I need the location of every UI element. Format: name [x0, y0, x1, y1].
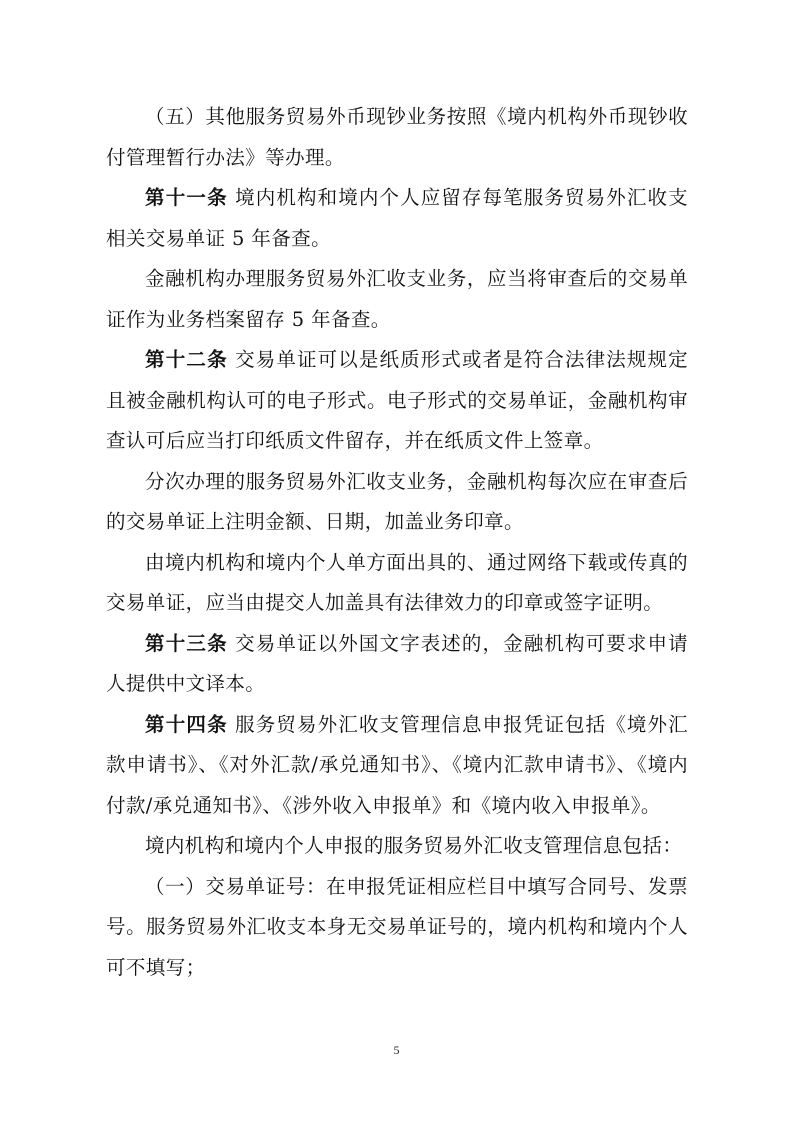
article-13	[106, 624, 688, 705]
paragraph-text: 交易单证以外国文字表述的，金融机构可要求申请人提供中文译本。	[106, 631, 688, 695]
article-number: 第十三条	[145, 631, 228, 655]
paragraph-text: 交易单证可以是纸质形式或者是符合法律法规规定且被金融机构认可的电子形式。电子形式的交易单证，金融机构审查认可后应当打印纸质文件留存，并在纸质文件上签章。	[106, 348, 688, 452]
article-number: 第十四条	[145, 712, 228, 736]
paragraph-text: 分次办理的服务贸易外汇收支业务，金融机构每次应在审查后的交易单证上注明金额、日期，加盖业务印章。	[106, 469, 688, 533]
paragraph-text: （五）其他服务贸易外币现钞业务按照《境内机构外币现钞收付管理暂行办法》等办理。	[106, 105, 688, 169]
article-12-paragraph-2	[106, 462, 688, 543]
article-12	[106, 340, 688, 462]
article-11	[106, 178, 688, 259]
body-text	[106, 97, 688, 988]
paragraph-text: 由境内机构和境内个人单方面出具的、通过网络下载或传真的交易单证，应当由提交人加盖具有法律效力的印章或签字证明。	[106, 550, 688, 614]
article-number: 第十一条	[145, 186, 228, 209]
paragraph-text: 境内机构和境内个人应留存每笔服务贸易外汇收支相关交易单证 5 年备查。	[106, 186, 688, 250]
article-14-item-1	[106, 867, 688, 989]
article-14	[106, 705, 688, 827]
article-12-paragraph-3	[106, 543, 688, 624]
paragraph-text: 服务贸易外汇收支管理信息申报凭证包括《境外汇款申请书》、《对外汇款/承兑通知书》、《境内汇款申请书》、《境内付款/承兑通知书》、《涉外收入申报单》和《境内收入申报单》。	[106, 712, 688, 817]
paragraph-text: 金融机构办理服务贸易外汇收支业务，应当将审查后的交易单证作为业务档案留存 5 年备查。	[106, 267, 688, 331]
paragraph-text: （一）交易单证号：在申报凭证相应栏目中填写合同号、发票号。服务贸易外汇收支本身无交易单证号的，境内机构和境内个人可不填写；	[106, 874, 688, 979]
paragraph-5	[106, 97, 688, 178]
article-number: 第十二条	[145, 348, 228, 371]
paragraph-text: 境内机构和境内个人申报的服务贸易外汇收支管理信息包括：	[145, 834, 683, 857]
article-14-paragraph-2	[106, 826, 688, 867]
page-number: 5	[393, 1043, 400, 1057]
article-11-paragraph-2	[106, 259, 688, 340]
